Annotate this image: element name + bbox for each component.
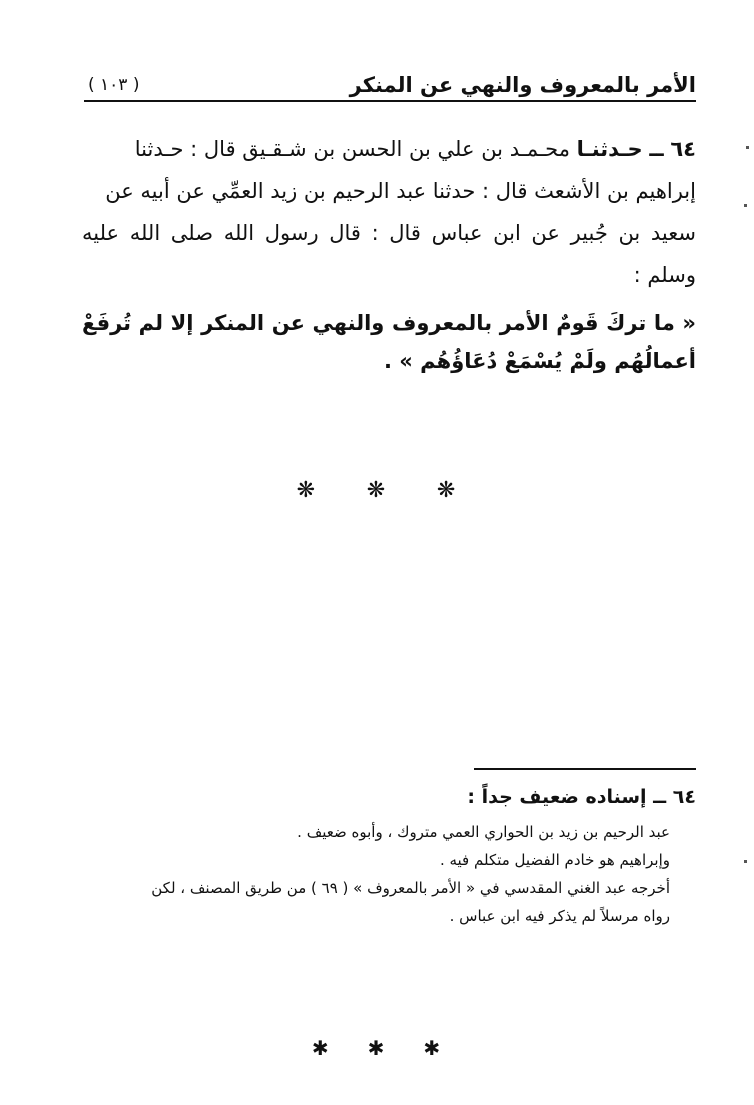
asterisk-mark: ✱ xyxy=(367,1036,387,1060)
scan-speck xyxy=(744,204,747,207)
asterism-mark: ❋ xyxy=(366,478,388,503)
hadith-line-3: سعيد بن جُبير عن ابن عباس قال : قال رسول الله صلى الله عليه وسلم : xyxy=(82,221,696,287)
section-separator xyxy=(0,478,754,503)
footnote-line: رواه مرسلاً لم يذكر فيه ابن عباس . xyxy=(449,907,670,925)
footnote-line: وإبراهيم هو خادم الفضيل متكلم فيه . xyxy=(439,851,670,869)
hadith-text xyxy=(82,128,696,380)
footnote-heading: ٦٤ ــ إسناده ضعيف جداً : xyxy=(467,786,696,808)
hadith-dash: ــ xyxy=(649,137,664,161)
footnote-rule xyxy=(474,768,696,770)
asterism-mark: ❋ xyxy=(436,478,458,503)
asterism-mark: ❋ xyxy=(296,478,318,503)
hadith-line-1-rest: محـمـد بن علي بن الحسن بن شـقـيق قال : حـدثنا xyxy=(134,137,570,161)
scan-speck xyxy=(744,860,747,863)
haddathana-word: حـدثنـا xyxy=(576,137,643,161)
scan-speck xyxy=(746,146,749,149)
hadith-matn: « ما تركَ قَومٌ الأمر بالمعروف والنهي عن المنكر إلا لم تُرفَعْ أعمالُهُم ولَمْ يُسْمَعْ دُعَاؤُهُم » . xyxy=(82,311,696,373)
end-separator xyxy=(0,1036,754,1060)
page-number: ( ١٠٣ ) xyxy=(88,75,140,95)
footnote-line: أخرجه عبد الغني المقدسي في « الأمر بالمعروف » ( ٦٩ ) من طريق المصنف ، لكن xyxy=(151,879,670,897)
running-head xyxy=(84,70,696,102)
asterisk-mark: ✱ xyxy=(311,1036,331,1060)
running-head-title: الأمر بالمعروف والنهي عن المنكر xyxy=(349,73,696,97)
hadith-line-1 xyxy=(82,128,696,170)
hadith-line-2: إبراهيم بن الأشعث قال : حدثنا عبد الرحيم بن زيد العمِّي عن أبيه عن xyxy=(105,179,696,203)
asterisk-mark: ✱ xyxy=(423,1036,443,1060)
footnotes xyxy=(84,780,696,930)
hadith-number: ٦٤ xyxy=(670,137,696,161)
footnote-line: عبد الرحيم بن زيد بن الحواري العمي متروك ، وأبوه ضعيف . xyxy=(297,823,670,841)
